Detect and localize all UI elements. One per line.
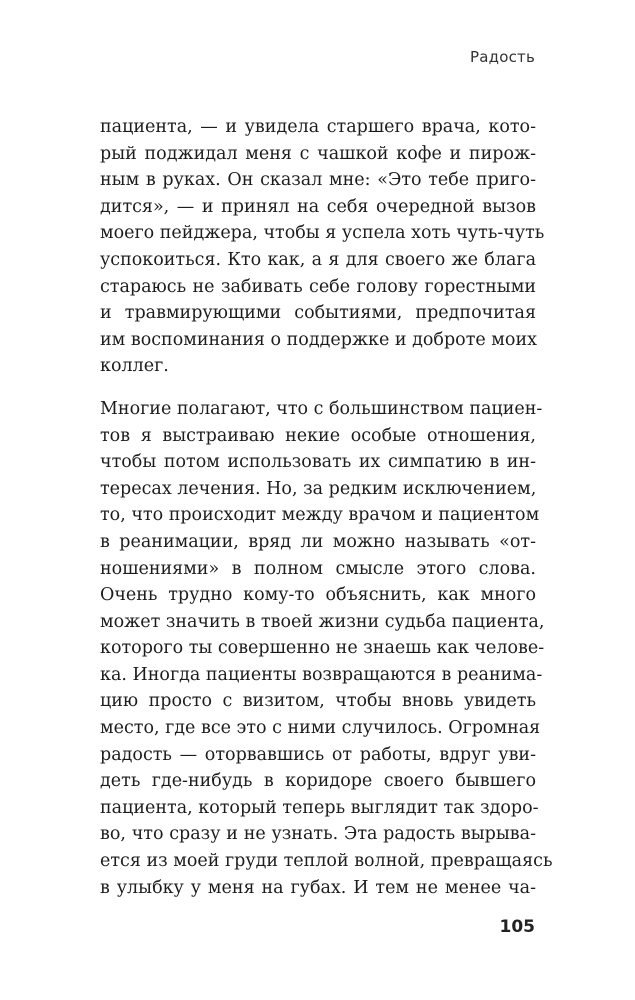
page-number: 105 xyxy=(499,917,535,937)
text-line: цию просто с визитом, чтобы вновь увидеть xyxy=(100,691,536,712)
text-line: то, что происходит между врачом и пациентом xyxy=(100,505,540,526)
body-text xyxy=(100,114,553,901)
paragraph-2 xyxy=(100,396,553,901)
text-line: деть где-нибудь в коридоре своего бывшего xyxy=(100,771,536,792)
text-line: Очень трудно кому-то объяснить, как много xyxy=(100,585,536,606)
text-line: пациента, который теперь выглядит так здоро- xyxy=(100,797,539,818)
text-line: которого ты совершенно не знаешь как челове- xyxy=(100,638,545,659)
paragraph-spacing xyxy=(100,380,536,396)
text-line: ка. Иногда пациенты возвращаются в реанима- xyxy=(100,664,543,685)
text-line: тов я выстраиваю некие особые отношения, xyxy=(100,425,536,446)
text-line: коллег. xyxy=(100,356,169,377)
text-line: чтобы потом использовать их симпатию в ин- xyxy=(100,452,536,473)
text-line: ным в руках. Он сказал мне: «Это тебе приго- xyxy=(100,170,536,191)
text-line: радость — оторвавшись от работы, вдруг уви- xyxy=(100,744,536,765)
text-line: в реанимации, вряд ли можно называть «от- xyxy=(100,531,536,552)
text-line: дится», — и принял на себя очередной вызов xyxy=(100,196,536,217)
text-line: рый поджидал меня с чашкой кофе и пирож- xyxy=(100,143,536,164)
text-line: ется из моей груди теплой волной, превращаясь xyxy=(100,851,553,872)
text-line: тересах лечения. Но, за редким исключением, xyxy=(100,478,537,499)
text-line: и травмирующими событиями, предпочитая xyxy=(100,303,536,324)
text-line: во, что сразу и не узнать. Эта радость вырыва- xyxy=(100,824,536,845)
text-line: может значить в твоей жизни судьба пациента, xyxy=(100,611,545,632)
text-line: место, где все это с ними случилось. Огромная xyxy=(100,718,541,739)
text-line: моего пейджера, чтобы я успела хоть чуть-чуть xyxy=(100,223,545,244)
text-line: Многие полагают, что с большинством пациен- xyxy=(100,398,543,419)
text-line: стараюсь не забивать себе голову горестными xyxy=(100,276,536,297)
text-line: в улыбку у меня на губах. И тем не менее ча- xyxy=(100,877,536,898)
running-head-title: Радость xyxy=(469,48,535,66)
text-line: пациента, — и увидела старшего врача, кото- xyxy=(100,117,536,137)
text-line: ношениями» в полном смысле этого слова. xyxy=(100,558,536,579)
text-line: успокоиться. Кто как, а я для своего же блага xyxy=(100,249,536,270)
paragraph-1 xyxy=(100,114,545,380)
text-line: им воспоминания о поддержке и доброте моих xyxy=(100,329,537,350)
